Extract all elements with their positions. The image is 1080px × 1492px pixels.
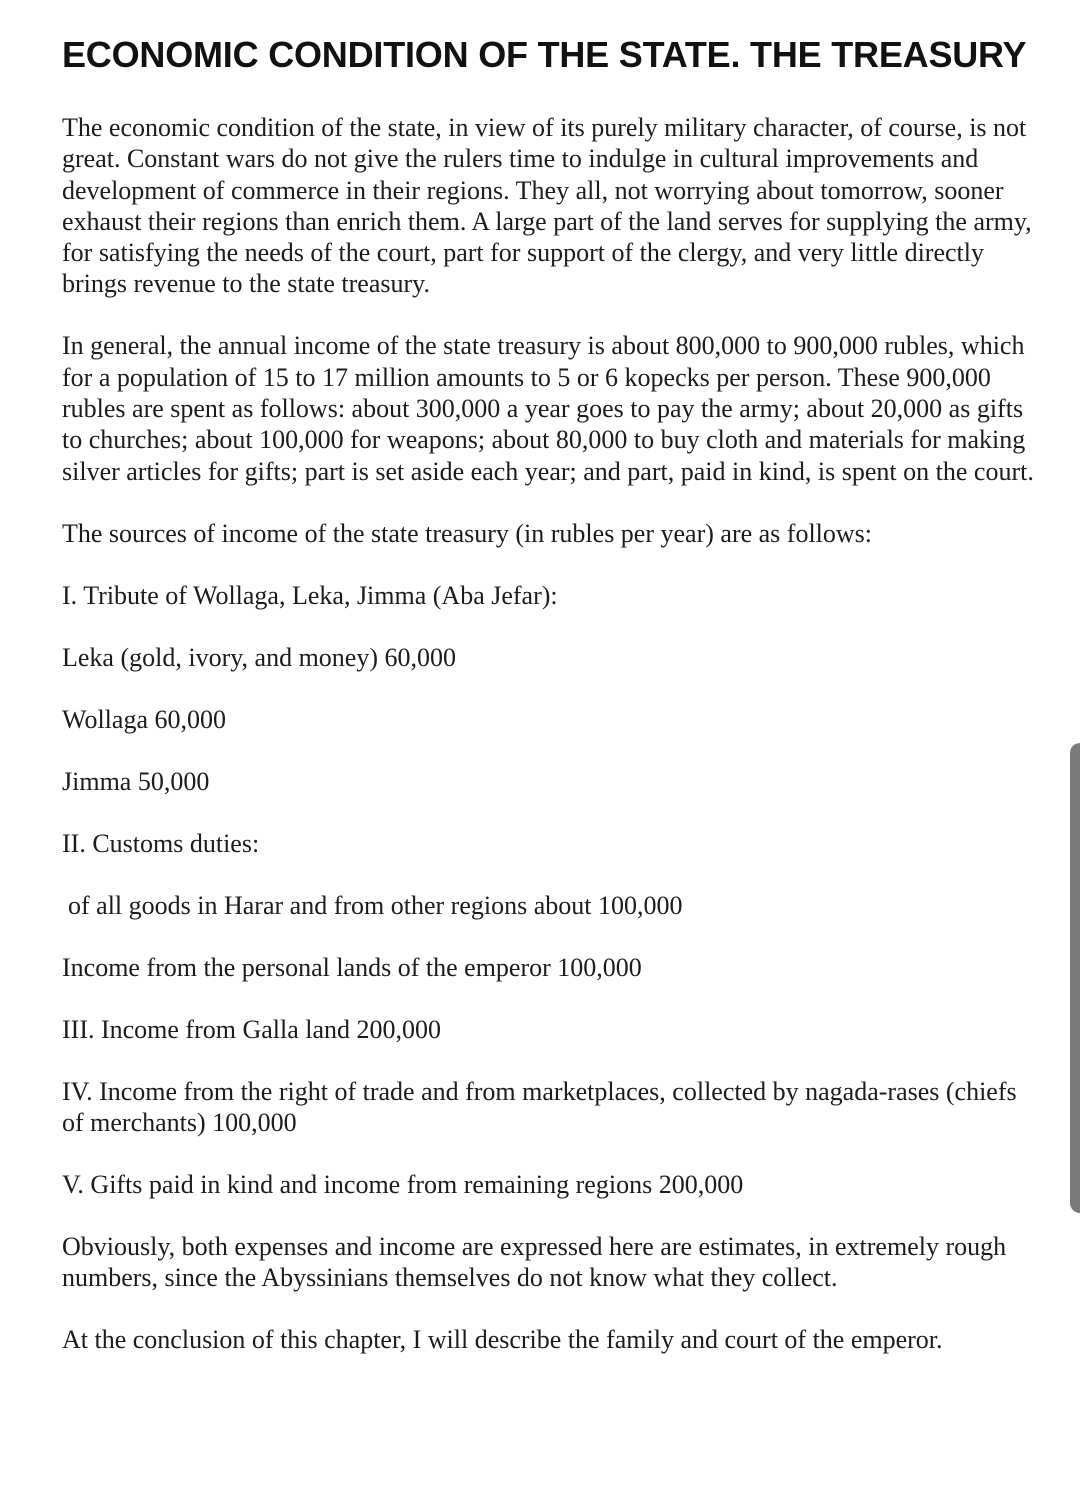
item-gifts-in-kind: V. Gifts paid in kind and income from remaining regions 200,000 [62, 1169, 744, 1199]
paragraph-economic-condition: The economic condition of the state, in view of its purely military character, of course, is not great. Constant wars do not give the rulers time to indulge in cultural improvements and development of commerce in their regions. They all, not worrying about tomorrow, sooner exhaust their regions than enrich them. A large part of the land serves for supplying the army, for satisfying the needs of the court, part for support of the clergy, and very little directly brings revenue to the state treasury. [62, 113, 1032, 299]
heading-customs-duties: II. Customs duties: [62, 828, 260, 858]
item-leka: Leka (gold, ivory, and money) 60,000 [62, 642, 456, 672]
document-body [62, 112, 1037, 1355]
paragraph-estimates-note: Obviously, both expenses and income are expressed here are estimates, in extremely rough numbers, since the Abyssinians themselves do not know what they collect. [62, 1231, 1007, 1293]
item-customs-harar: of all goods in Harar and from other regions about 100,000 [68, 890, 683, 920]
item-wollaga: Wollaga 60,000 [62, 704, 226, 734]
chapter-title: ECONOMIC CONDITION OF THE STATE. THE TREASURY [62, 34, 1027, 75]
paragraph-annual-income: In general, the annual income of the state treasury is about 800,000 to 900,000 rubles, which for a population of 15 to 17 million amounts to 5 or 6 kopecks per person. These 900,000 rubles are spent as follows: about 300,000 a year goes to pay the army; about 20,000 as gifts to churches; about 100,000 for weapons; about 80,000 to buy cloth and materials for making silver articles for gifts; part is set aside each year; and part, paid in kind, is spent on the court. [62, 331, 1034, 486]
heading-tribute: I. Tribute of Wollaga, Leka, Jimma (Aba Jefar): [62, 580, 558, 610]
item-trade-marketplaces: IV. Income from the right of trade and from marketplaces, collected by nagada-rases (chiefs of merchants) 100,000 [62, 1076, 1017, 1137]
document-content [62, 34, 1037, 1386]
paragraph-sources-intro: The sources of income of the state treasury (in rubles per year) are as follows: [62, 518, 873, 548]
scrollbar-thumb[interactable] [1070, 743, 1080, 1213]
item-galla-land: III. Income from Galla land 200,000 [62, 1014, 442, 1044]
item-emperor-lands: Income from the personal lands of the emperor 100,000 [62, 952, 642, 982]
item-jimma: Jimma 50,000 [62, 766, 210, 796]
paragraph-conclusion: At the conclusion of this chapter, I will describe the family and court of the emperor. [62, 1325, 943, 1355]
